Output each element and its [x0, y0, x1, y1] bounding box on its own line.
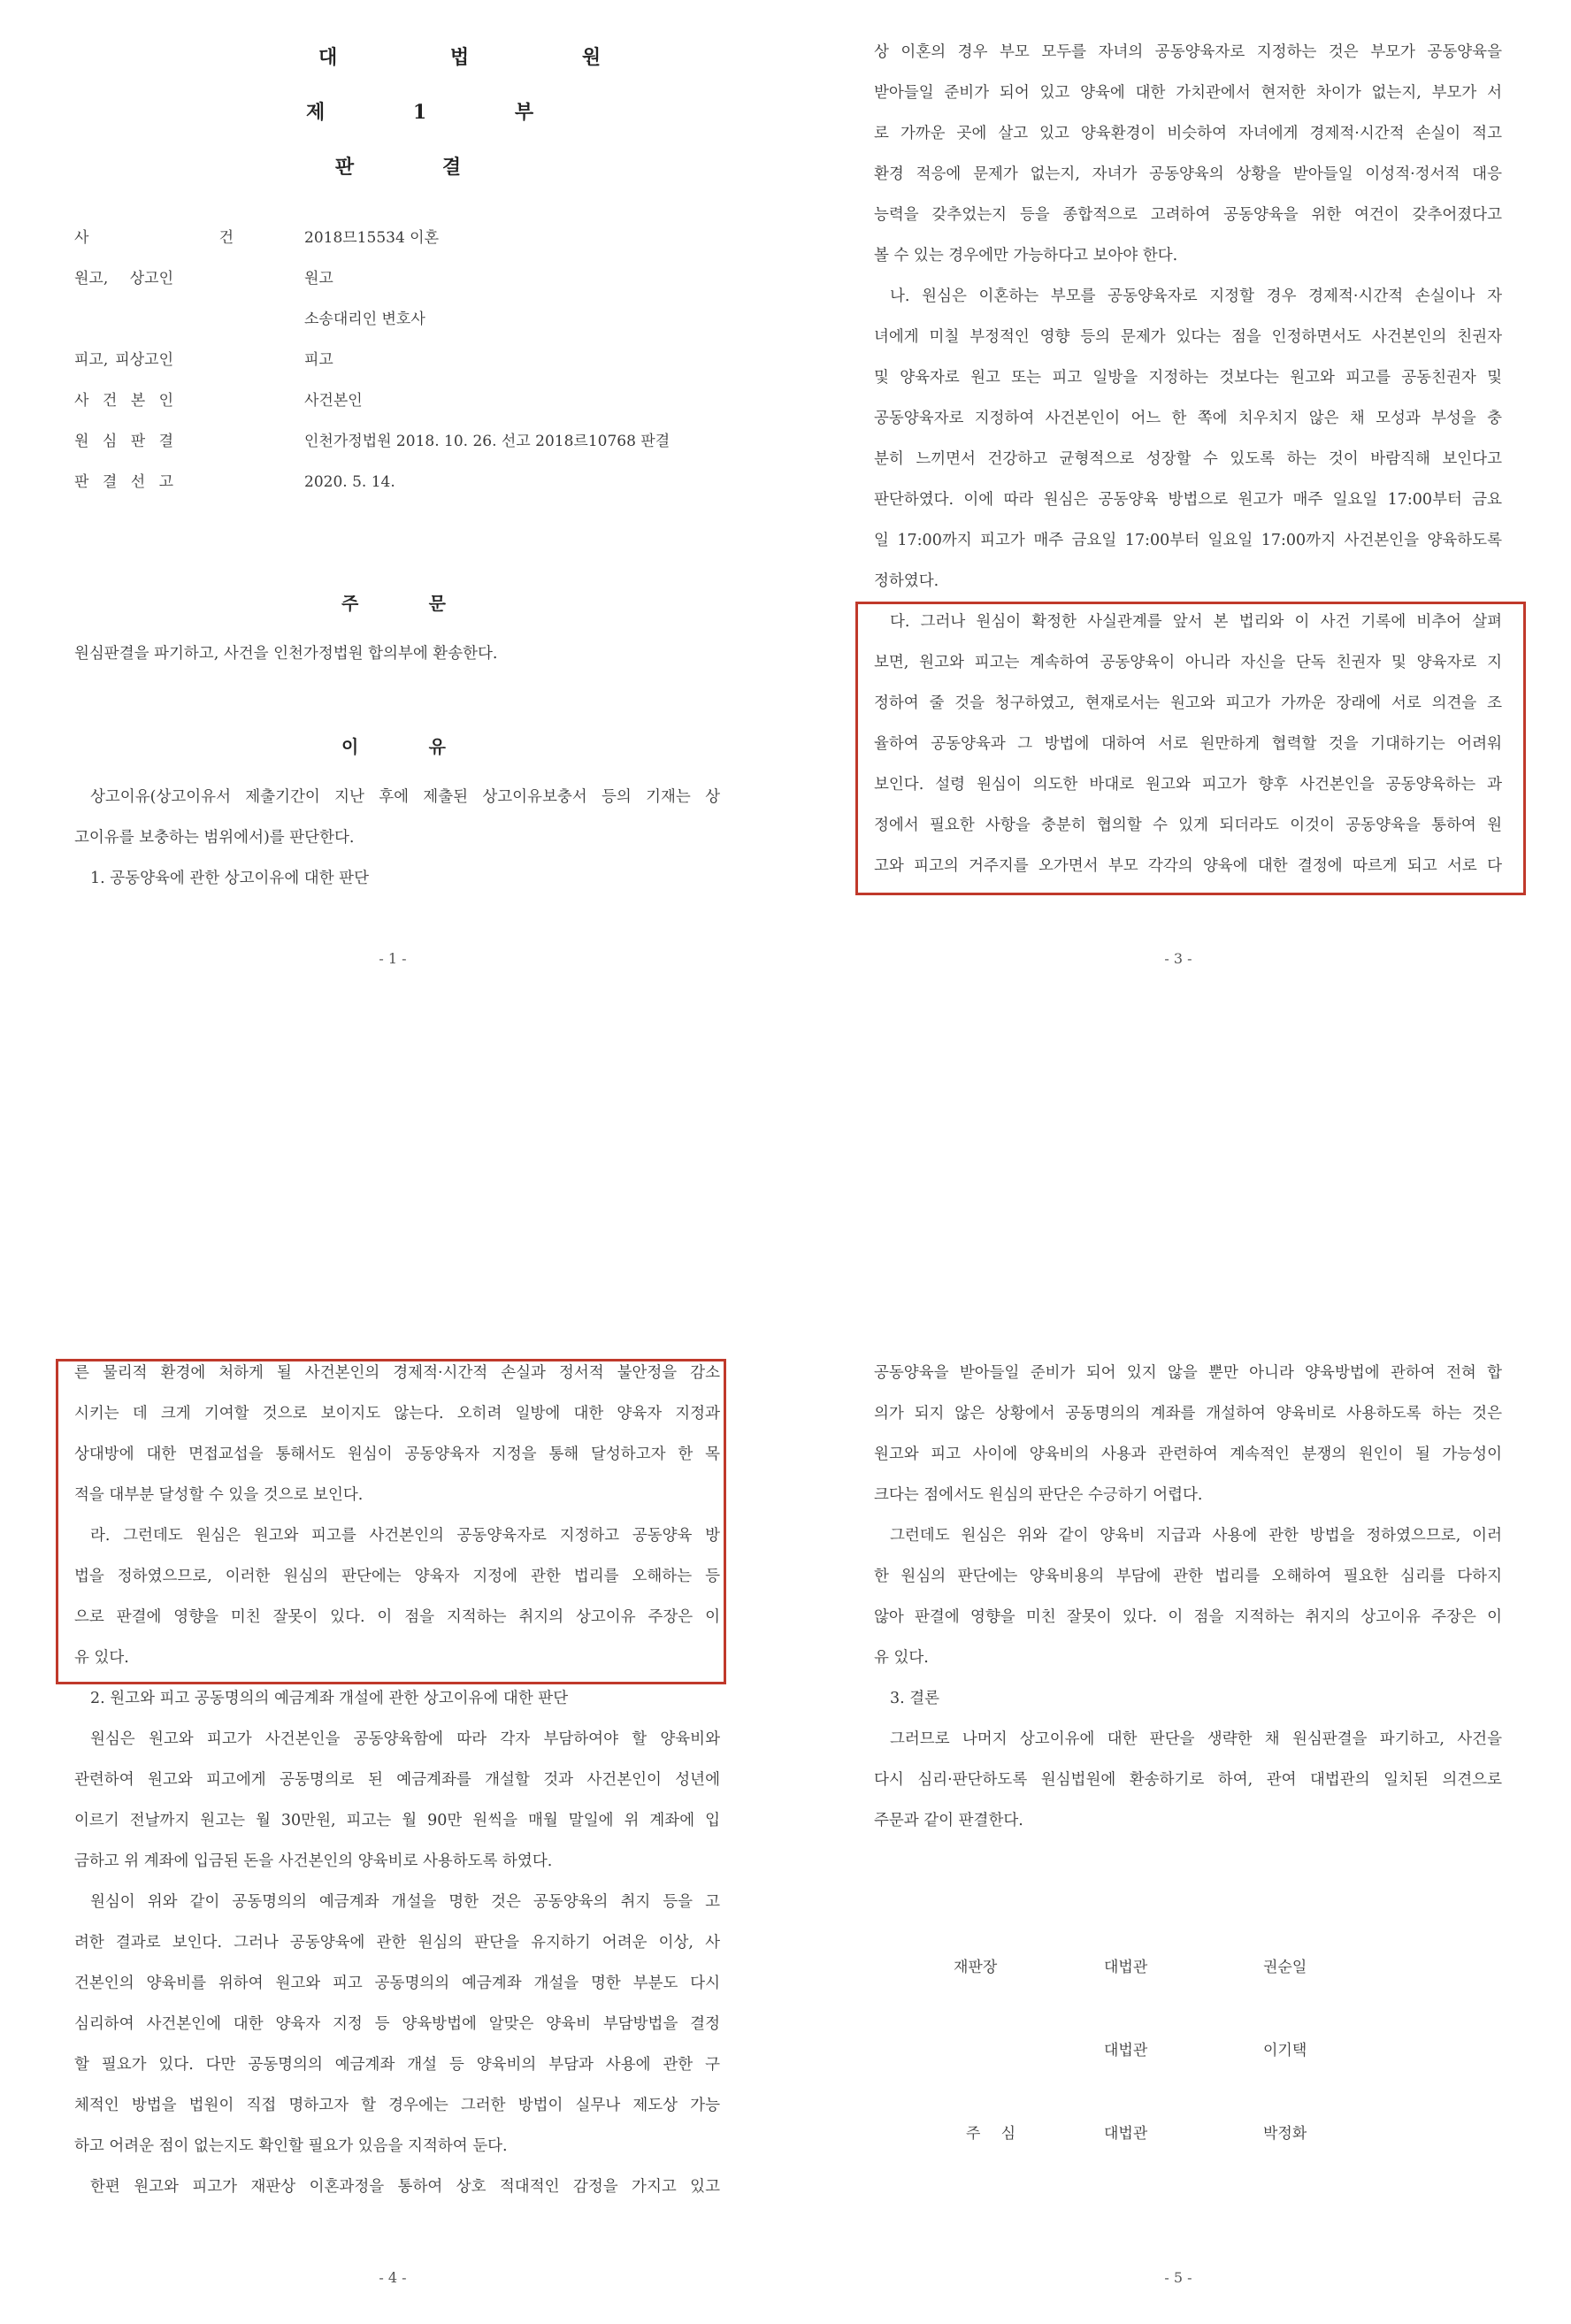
meta-value: 2020. 5. 14. — [304, 473, 395, 491]
signature-role — [954, 2030, 1051, 2113]
text-line: 보인다. 설령 원심이 의도한 바대로 원고와 피고가 향후 사건본인을 공동양육하는 과 — [874, 776, 1502, 794]
meta-row — [74, 218, 670, 258]
text-line: 정에서 필요한 사항을 충분히 협의할 수 있게 되더라도 이것이 공동양육을 통하여 원 — [874, 817, 1502, 834]
text-line: 고와 피고의 거주지를 오가면서 부모 각각의 양육에 대한 결정에 따르게 되고 서로 다 — [874, 857, 1502, 875]
text-line: 일 17:00까지 피고가 매주 금요일 17:00부터 일요일 17:00까지 사건본인을 양육하도록 — [874, 532, 1502, 549]
text-line: 유 있다. — [74, 1649, 129, 1667]
text-line: 분히 느끼면서 건강하고 균형적으로 성장할 수 있도록 하는 것이 바람직해 보인다고 — [874, 450, 1502, 468]
text-line: 심리하여 사건본인에 대한 양육자 지정 등 양육방법에 알맞은 양육비 부담방법을 결정 — [74, 2015, 720, 2033]
meta-row — [74, 299, 670, 340]
page-number: - 5 - — [1164, 2269, 1192, 2286]
signature-role: 주 심 — [966, 2125, 1015, 2143]
text-line: 상 이혼의 경우 부모 모두를 자녀의 공동양육자로 지정하는 것은 부모가 공동양육을 — [874, 43, 1502, 61]
text-line: 그런데도 원심은 위와 같이 양육비 지급과 사용에 관한 방법을 정하였으므로, 이러 — [890, 1527, 1502, 1545]
text-line: 적을 대부분 달성할 수 있을 것으로 보인다. — [74, 1486, 364, 1504]
text-line: 다. 그러나 원심이 확정한 사실관계를 앞서 본 법리와 이 사건 기록에 비추어 살펴 — [890, 613, 1502, 631]
reason-heading-text: 이 유 — [341, 736, 446, 757]
text-line: 원심은 원고와 피고가 사건본인을 공동양육함에 따라 각자 부담하여야 할 양육비와 — [90, 1730, 720, 1748]
signature-title: 대법관 — [1104, 1959, 1148, 1976]
meta-row — [74, 421, 670, 462]
text-line: 이르기 전날까지 원고는 월 30만원, 피고는 월 90만 원씩을 매월 말일에 위 계좌에 입 — [74, 1812, 720, 1829]
signature-row — [954, 2113, 1369, 2197]
page-1 — [0, 0, 786, 1162]
meta-key: 피고, 피상고인 — [74, 351, 173, 369]
reason-text — [74, 777, 720, 899]
meta-value: 소송대리인 변호사 — [304, 311, 425, 328]
text-line: 려한 결과로 보인다. 그러나 공동양육에 관한 원심의 판단을 유지하기 어려운 이상, 사 — [74, 1934, 720, 1952]
court-title — [265, 39, 655, 186]
text-line: 하고 어려운 점이 없는지도 확인할 필요가 있음을 지적하여 둔다. — [74, 2137, 508, 2155]
page-number: - 1 - — [379, 950, 407, 967]
section-heading: 2. 원고와 피고 공동명의의 예금계좌 개설에 관한 상고이유에 대한 판단 — [90, 1690, 569, 1707]
signature-row — [954, 2030, 1369, 2113]
text-line: 라. 그런데도 원심은 원고와 피고를 사건본인의 공동양육자로 지정하고 공동양육 방 — [90, 1527, 720, 1545]
text-line: 원고와 피고 사이에 양육비의 사용과 관련하여 계속적인 분쟁의 원인이 될 가능성이 — [874, 1446, 1502, 1463]
text-line: 시키는 데 크게 기여할 것으로 보이지도 않는다. 오히려 일방에 대한 양육자 지정과 — [74, 1405, 720, 1423]
document-type: 판 결 — [334, 156, 502, 179]
text-line: 건본인의 양육비를 위하여 원고와 피고 공동명의의 예금계좌 개설을 명한 부분도 다시 — [74, 1975, 720, 1992]
text-line: 한편 원고와 피고가 재판상 이혼과정을 통하여 상호 적대적인 감정을 가지고 있고 — [90, 2178, 720, 2196]
text-line: 상대방에 대한 면접교섭을 통해서도 원심이 공동양육자 지정을 통해 달성하고자 한 목 — [74, 1446, 720, 1463]
text-line: 공동양육자로 지정하여 사건본인이 어느 한 쪽에 치우치지 않은 채 모성과 부성을 충 — [874, 410, 1502, 427]
meta-row — [74, 380, 670, 421]
meta-key: 사 건 — [74, 229, 234, 247]
page-number: - 4 - — [379, 2269, 407, 2286]
text-line: 체적인 방법을 법원이 직접 명하고자 할 경우에는 그러한 방법이 실무나 제도상 가능 — [74, 2097, 720, 2114]
text-line: 공동양육을 받아들일 준비가 되어 있지 않을 뿐만 아니라 양육방법에 관하여 전혀 합 — [874, 1364, 1502, 1382]
text-line: 환경 적응에 문제가 없는지, 자녀가 공동양육의 상황을 받아들일 이성적·정서적 대응 — [874, 165, 1502, 183]
order-heading-text: 주 문 — [341, 593, 446, 614]
reason-heading — [301, 732, 487, 758]
page-3 — [786, 0, 1571, 1162]
section-heading: 3. 결론 — [890, 1690, 940, 1707]
text-line: 정하여 줄 것을 청구하였고, 현재로서는 원고와 피고가 가까운 장래에 서로 의견을 조 — [874, 694, 1502, 712]
signature-name: 이기택 — [1263, 2042, 1307, 2059]
meta-key — [74, 299, 304, 340]
meta-key: 판 결 선 고 — [74, 473, 173, 491]
signature-row — [954, 1947, 1369, 2030]
page-4 — [0, 1162, 786, 2323]
text-line: 상고이유(상고이유서 제출기간이 지난 후에 제출된 상고이유보충서 등의 기재는 상 — [90, 788, 720, 806]
text-line: 받아들일 준비가 되어 있고 양육에 대한 가치관에서 현저한 차이가 없는지, 부모가 서 — [874, 84, 1502, 102]
text-line: 유 있다. — [874, 1649, 929, 1667]
meta-value: 피고 — [304, 351, 333, 369]
text-line: 한 원심의 판단에는 양육비용의 부담에 관한 법리를 오해하여 필요한 심리를 다하지 — [874, 1568, 1502, 1585]
meta-key: 원 심 판 결 — [74, 433, 173, 450]
text-line: 및 양육자로 원고 또는 피고 일방을 지정하는 것보다는 원고와 피고를 공동친권자 및 — [874, 369, 1502, 387]
page-5-text — [874, 1353, 1502, 1841]
text-line: 않아 판결에 영향을 미친 잘못이 있다. 이 점을 지적하는 취지의 상고이유 주장은 이 — [874, 1608, 1502, 1626]
signature-role: 재판장 — [954, 1959, 998, 1976]
text-line: 원심이 위와 같이 공동명의의 예금계좌 개설을 명한 것은 공동양육의 취지 등을 고 — [90, 1893, 720, 1911]
highlight-box — [855, 602, 1526, 895]
signature-block — [954, 1947, 1369, 2197]
text-line: 로 가까운 곳에 살고 있고 양육환경이 비슷하여 자녀에게 경제적·시간적 손실이 적고 — [874, 125, 1502, 142]
order-heading — [301, 589, 487, 615]
meta-value: 사건본인 — [304, 392, 363, 410]
text-line: 나. 원심은 이혼하는 부모를 공동양육자로 지정할 경우 경제적·시간적 손실이나 자 — [890, 288, 1502, 305]
text-line: 볼 수 있는 경우에만 가능하다고 보아야 한다. — [874, 247, 1178, 265]
text-line: 른 물리적 환경에 처하게 될 사건본인의 경제적·시간적 손실과 정서적 불안정을 감소 — [74, 1364, 720, 1382]
text-line: 의가 되지 않은 상황에서 공동명의의 계좌를 개설하여 양육비로 사용하도록 하는 것은 — [874, 1405, 1502, 1423]
meta-row — [74, 462, 670, 502]
section-heading: 1. 공동양육에 관한 상고이유에 대한 판단 — [90, 870, 369, 887]
case-metadata — [74, 218, 670, 502]
text-line: 녀에게 미칠 부정적인 영향 등의 문제가 있다는 점을 인정하면서도 사건본인의 친권자 — [874, 328, 1502, 346]
order-text — [74, 633, 720, 674]
text-line: 율하여 공동양육과 그 방법에 대하여 서로 원만하게 협력할 것을 기대하기는 어려워 — [874, 735, 1502, 753]
text-line: 할 필요가 있다. 다만 공동명의의 예금계좌 개설 등 양육비의 부담과 사용에 관한 구 — [74, 2056, 720, 2074]
highlight-box — [56, 1359, 726, 1684]
signature-name: 권순일 — [1263, 1959, 1307, 1976]
text-line: 정하였다. — [874, 572, 939, 590]
meta-value: 2018므15534 이혼 — [304, 229, 440, 247]
page-5 — [786, 1162, 1571, 2323]
signature-title: 대법관 — [1104, 2042, 1148, 2059]
meta-value: 원고 — [304, 270, 333, 288]
text-line: 주문과 같이 판결한다. — [874, 1812, 1023, 1829]
signature-name: 박정화 — [1263, 2125, 1307, 2143]
text-line: 다시 심리·판단하도록 원심법원에 환송하기로 하여, 관여 대법관의 일치된 의견으로 — [874, 1771, 1502, 1789]
text-line: 으로 판결에 영향을 미친 잘못이 있다. 이 점을 지적하는 취지의 상고이유 주장은 이 — [74, 1608, 720, 1626]
court-division: 제 1 부 — [306, 101, 575, 124]
signature-title: 대법관 — [1104, 2125, 1148, 2143]
page-number: - 3 - — [1164, 950, 1192, 967]
text-line: 고이유를 보충하는 범위에서)를 판단한다. — [74, 829, 355, 847]
text-line: 관련하여 원고와 피고에게 공동명의로 된 예금계좌를 개설할 것과 사건본인이 성년에 — [74, 1771, 720, 1789]
text-line: 금하고 위 계좌에 입금된 돈을 사건본인의 양육비로 사용하도록 하였다. — [74, 1852, 553, 1870]
meta-key: 사 건 본 인 — [74, 392, 173, 410]
meta-row — [74, 340, 670, 380]
text-line: 보면, 원고와 피고는 계속하여 공동양육이 아니라 자신을 단독 친권자 및 양육자로 지 — [874, 654, 1502, 671]
text-line: 판단하였다. 이에 따라 원심은 공동양육 방법으로 원고가 매주 일요일 17:00부터 금요 — [874, 491, 1502, 509]
order-line: 원심판결을 파기하고, 사건을 인천가정법원 합의부에 환송한다. — [74, 645, 498, 663]
meta-key: 원고, 상고인 — [74, 270, 173, 288]
court-name: 대 법 원 — [318, 46, 655, 69]
text-line: 능력을 갖추었는지 등을 종합적으로 고려하여 공동양육을 위한 여건이 갖추어졌다고 — [874, 206, 1502, 224]
text-line: 법을 정하였으므로, 이러한 원심의 판단에는 양육자 지정에 관한 법리를 오해하는 등 — [74, 1568, 720, 1585]
text-line: 그러므로 나머지 상고이유에 대한 판단을 생략한 채 원심판결을 파기하고, 사건을 — [890, 1730, 1502, 1748]
meta-value: 인천가정법원 2018. 10. 26. 선고 2018르10768 판결 — [304, 433, 671, 450]
meta-row — [74, 258, 670, 299]
text-line: 크다는 점에서도 원심의 판단은 수긍하기 어렵다. — [874, 1486, 1203, 1504]
